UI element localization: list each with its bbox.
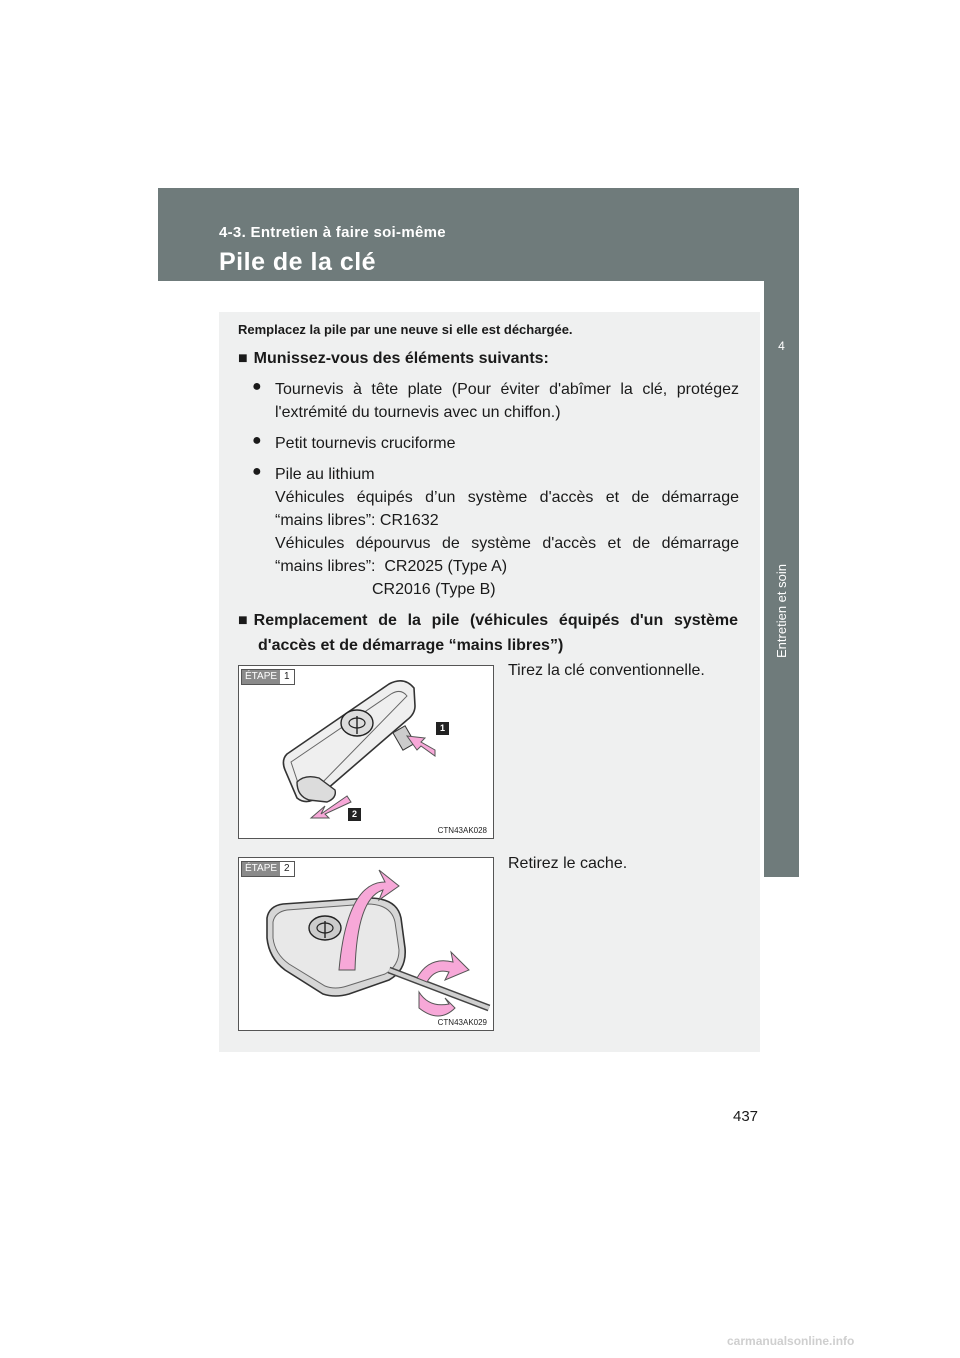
step-badge: ÉTAPE 1 — [241, 669, 295, 685]
step-2-figure — [238, 857, 494, 1031]
bullet-icon: ● — [252, 378, 262, 395]
callout-2: 2 — [348, 808, 361, 821]
figure-code: CTN43AK028 — [437, 826, 487, 835]
callout-1: 1 — [436, 722, 449, 735]
intro-text: Remplacez la pile par une neuve si elle est déchargée. — [238, 322, 573, 337]
bullet-text: Petit tournevis cruciforme — [275, 435, 456, 452]
bullet-text: Tournevis à tête plate (Pour éviter d'abîmer la clé, protégez l'extrémité du tournevis avec un chiffon.) — [275, 381, 739, 421]
step-1-figure — [238, 665, 494, 839]
figure-code: CTN43AK029 — [437, 1018, 487, 1027]
key-fob-illustration — [239, 858, 493, 1030]
step-badge: ÉTAPE 2 — [241, 861, 295, 877]
chapter-number: 4 — [778, 339, 785, 353]
page-title: Pile de la clé — [219, 248, 377, 276]
bullet-icon: ● — [252, 463, 262, 480]
bullet-icon: ● — [252, 432, 262, 449]
chapter-side-tab — [764, 281, 799, 877]
step-2-text: Retirez le cache. — [508, 855, 628, 872]
page-number: 437 — [733, 1108, 759, 1125]
watermark[interactable]: carmanualsonline.info — [727, 1334, 855, 1348]
square-bullet-icon: ■ — [238, 612, 248, 629]
chapter-title: Entretien et soin — [774, 564, 789, 658]
step-1-text: Tirez la clé conventionnelle. — [508, 662, 705, 679]
bullet-text: Pile au lithium Véhicules équipés d’un système d'accès et de démarrage “mains libres”: CR1632 Véhicules dépourvus de système d'accès et de démarrage “mains libres”: CR2025 (Type A) CR2016 (Type B) — [275, 466, 739, 598]
replace-heading: ■ Remplacement de la pile (véhicules équipés d'un système d'accès et de démarrage “mains libres”) — [238, 608, 738, 658]
key-fob-illustration — [239, 666, 493, 838]
square-bullet-icon: ■ — [238, 350, 248, 367]
items-heading: ■ Munissez-vous des éléments suivants: — [238, 350, 549, 367]
section-label: 4-3. Entretien à faire soi-même — [219, 224, 446, 241]
